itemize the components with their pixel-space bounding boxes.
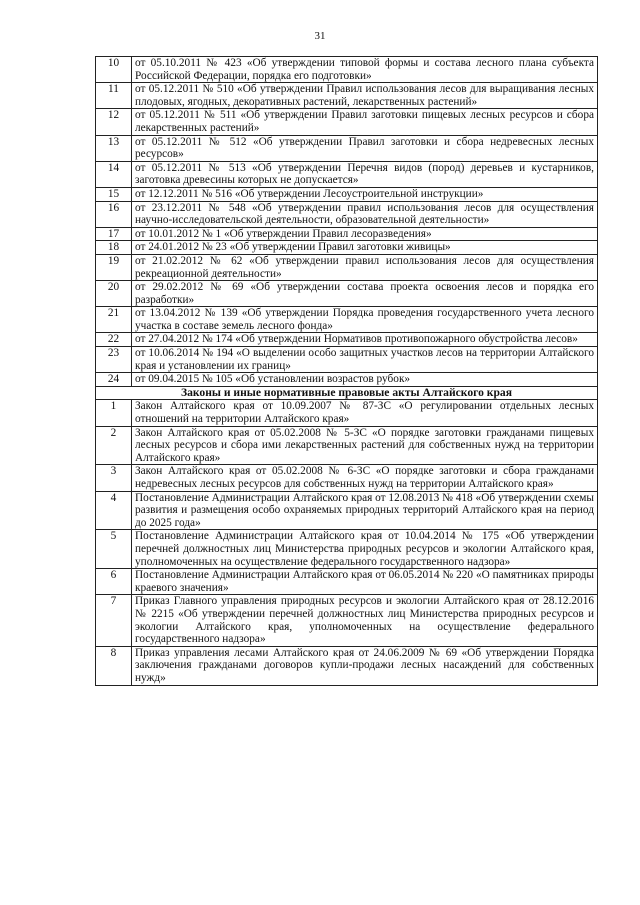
table-row	[96, 161, 598, 187]
federal-acts-rows	[96, 57, 598, 387]
row-number: 17	[96, 227, 132, 241]
row-number: 6	[96, 569, 132, 595]
table-row	[96, 241, 598, 255]
row-text: от 27.04.2012 № 174 «Об утверждении Нормативов противопожарного обустройства лесов»	[132, 333, 598, 347]
row-text: от 05.12.2011 № 510 «Об утверждении Правил использования лесов для выращивания лесных плодовых, ягодных, декоративных растений, лекарственных растений»	[132, 83, 598, 109]
table-row	[96, 254, 598, 280]
row-number: 2	[96, 426, 132, 465]
row-text: от 10.06.2014 № 194 «О выделении особо защитных участков лесов на территории Алтайского края и установлении их границ»	[132, 347, 598, 373]
row-text: от 29.02.2012 № 69 «Об утверждении состава проекта освоения лесов и порядка его разработки»	[132, 281, 598, 307]
row-number: 21	[96, 307, 132, 333]
table-row	[96, 530, 598, 569]
row-text: от 05.10.2011 № 423 «Об утверждении типовой формы и состава лесного плана субъекта Российской Федерации, порядка его подготовки»	[132, 57, 598, 83]
table-row	[96, 227, 598, 241]
row-number: 14	[96, 161, 132, 187]
row-number: 18	[96, 241, 132, 255]
row-text: от 13.04.2012 № 139 «Об утверждении Порядка проведения государственного учета лесного участка в составе земель лесного фонда»	[132, 307, 598, 333]
row-number: 15	[96, 187, 132, 201]
row-text: от 23.12.2011 № 548 «Об утверждении правил использования лесов для осуществления научно-исследовательской деятельности, образовательной деятельности»	[132, 201, 598, 227]
row-text: Постановление Администрации Алтайского края от 06.05.2014 № 220 «О памятниках природы краевого значения»	[132, 569, 598, 595]
row-text: от 24.01.2012 № 23 «Об утверждении Правил заготовки живицы»	[132, 241, 598, 255]
row-number: 10	[96, 57, 132, 83]
table-row	[96, 400, 598, 426]
section-heading-row-group	[96, 386, 598, 400]
row-text: от 12.12.2011 № 516 «Об утверждении Лесоустроительной инструкции»	[132, 187, 598, 201]
row-number: 4	[96, 491, 132, 530]
row-text: от 05.12.2011 № 513 «Об утверждении Перечня видов (пород) деревьев и кустарников, заготовка древесины которых не допускается»	[132, 161, 598, 187]
row-number: 12	[96, 109, 132, 135]
table-row	[96, 57, 598, 83]
table-row	[96, 569, 598, 595]
row-text: Приказ Главного управления природных ресурсов и экологии Алтайского края от 28.12.2016 № 2215 «Об утверждении перечней должностных лиц Министерства природных ресурсов и экологии Алтайского края, уполномоченных на осуществление федерального государственного надзора»	[132, 595, 598, 646]
row-text: от 05.12.2011 № 511 «Об утверждении Правил заготовки пищевых лесных ресурсов и сбора лекарственных растений»	[132, 109, 598, 135]
row-number: 8	[96, 646, 132, 685]
row-number: 1	[96, 400, 132, 426]
table-row	[96, 491, 598, 530]
table-row	[96, 426, 598, 465]
row-text: Приказ управления лесами Алтайского края от 24.06.2009 № 69 «Об утверждении Порядка заключения гражданами договоров купли-продажи лесных насаждений для собственных нужд»	[132, 646, 598, 685]
row-number: 20	[96, 281, 132, 307]
table-row	[96, 201, 598, 227]
row-number: 13	[96, 135, 132, 161]
table-row	[96, 187, 598, 201]
table-row	[96, 281, 598, 307]
table-row	[96, 347, 598, 373]
row-text: от 05.12.2011 № 512 «Об утверждении Правил заготовки и сбора недревесных лесных ресурсов»	[132, 135, 598, 161]
row-text: Постановление Администрации Алтайского края от 12.08.2013 № 418 «Об утверждении схемы развития и размещения особо охраняемых природных территорий Алтайского края на период до 2025 года»	[132, 491, 598, 530]
table-row	[96, 109, 598, 135]
table-row	[96, 646, 598, 685]
row-text: Закон Алтайского края от 10.09.2007 № 87-ЗС «О регулировании отдельных лесных отношений на территории Алтайского края»	[132, 400, 598, 426]
row-number: 5	[96, 530, 132, 569]
row-text: Постановление Администрации Алтайского края от 10.04.2014 № 175 «Об утверждении перечней должностных лиц Министерства природных ресурсов и экологии Алтайского края, уполномоченных на осуществление федерального государственного надзора»	[132, 530, 598, 569]
row-text: от 10.01.2012 № 1 «Об утверждении Правил лесоразведения»	[132, 227, 598, 241]
row-text: Закон Алтайского края от 05.02.2008 № 5-ЗС «О порядке заготовки гражданами пищевых лесных ресурсов и сбора ими лекарственных растений для собственных нужд на территории Алтайского края»	[132, 426, 598, 465]
regional-acts-rows	[96, 400, 598, 685]
section-heading: Законы и иные нормативные правовые акты Алтайского края	[96, 386, 598, 400]
table-row	[96, 373, 598, 387]
table-row	[96, 307, 598, 333]
row-number: 7	[96, 595, 132, 646]
regulations-table	[95, 56, 598, 686]
row-text: Закон Алтайского края от 05.02.2008 № 6-ЗС «О порядке заготовки и сбора гражданами недревесных лесных ресурсов для собственных нужд на территории Алтайского края»	[132, 465, 598, 491]
row-text: от 21.02.2012 № 62 «Об утверждении правил использования лесов для осуществления рекреационной деятельности»	[132, 254, 598, 280]
row-number: 16	[96, 201, 132, 227]
table-row	[96, 333, 598, 347]
row-text: от 09.04.2015 № 105 «Об установлении возрастов рубок»	[132, 373, 598, 387]
section-heading-row	[96, 386, 598, 400]
page-number: 31	[314, 30, 326, 42]
row-number: 19	[96, 254, 132, 280]
row-number: 24	[96, 373, 132, 387]
row-number: 22	[96, 333, 132, 347]
row-number: 11	[96, 83, 132, 109]
table-row	[96, 83, 598, 109]
table-row	[96, 135, 598, 161]
table-row	[96, 595, 598, 646]
row-number: 3	[96, 465, 132, 491]
table-row	[96, 465, 598, 491]
row-number: 23	[96, 347, 132, 373]
